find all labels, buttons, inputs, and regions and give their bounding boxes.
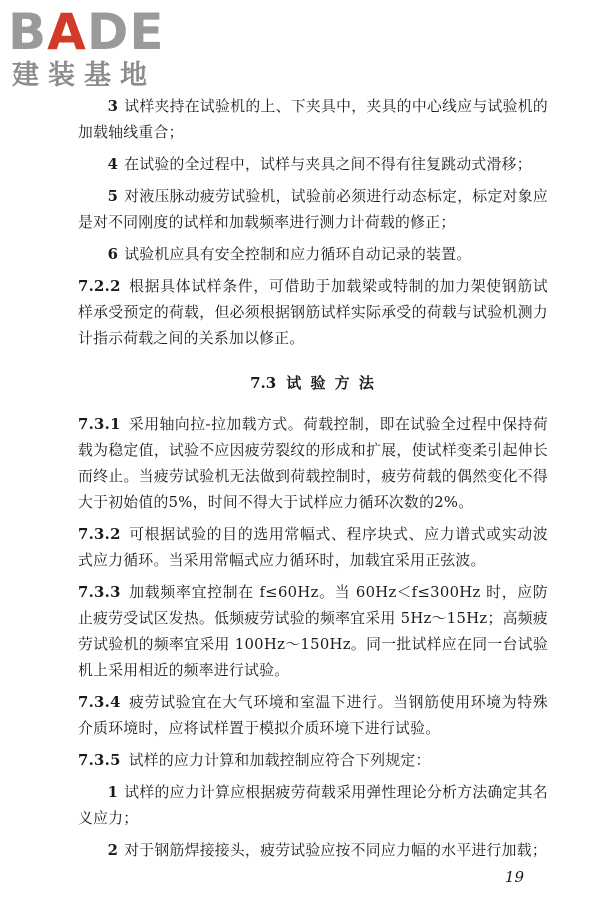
list-item: 6 试验机应具有安全控制和应力循环自动记录的装置。 (107, 246, 472, 263)
list-item: 4 在试验的全过程中，试样与夹具之间不得有往复跳动式滑移； (107, 156, 532, 173)
logo (8, 4, 178, 94)
list-item: 2 对于钢筋焊接接头，疲劳试验应按不同应力幅的水平进行加载； (107, 842, 547, 859)
logo-wordmark: BADE (8, 3, 165, 61)
logo-subtitle: 建装基地 (12, 60, 156, 91)
document-body (78, 94, 548, 870)
list-item: 5 对液压脉动疲劳试验机，试验前必须进行动态标定，标定对象应是对不同刚度的试样和加载频率进行测力计荷载的修正； (78, 188, 548, 231)
clause-7-3-5: 7.3.5 试样的应力计算和加载控制应符合下列规定： (78, 752, 431, 769)
section-title: 7.3 试 验 方 法 (250, 374, 376, 392)
list-item: 1 试样的应力计算应根据疲劳荷载采用弹性理论分析方法确定其名义应力； (78, 784, 548, 827)
list-item: 3 试样夹持在试验机的上、下夹具中，夹具的中心线应与试验机的加载轴线重合； (78, 98, 548, 141)
clause-7-3-4: 7.3.4 疲劳试验宜在大气环境和室温下进行。当钢筋使用环境为特殊介质环境时，应将试样置于模拟介质环境下进行试验。 (78, 694, 548, 737)
clause-7-3-3: 7.3.3 加载频率宜控制在 f≤60Hz。当 60Hz＜f≤300Hz 时，应防止疲劳受试区发热。低频疲劳试验的频率宜采用 5Hz～15Hz；高频疲劳试验机的频率宜采用 100Hz～150Hz。同一批试样应在同一台试验机上采用相近的频率进行试验。 (78, 584, 548, 679)
clause-7-2-2: 7.2.2 根据具体试样条件，可借助于加载梁或特制的加力架使钢筋试样承受预定的荷载，但必须根据钢筋试样实际承受的荷载与试验机测力计指示荷载之间的关系加以修正。 (78, 278, 548, 347)
clause-7-3-1: 7.3.1 采用轴向拉-拉加载方式。荷载控制，即在试验全过程中保持荷载为稳定值，试验不应因疲劳裂纹的形成和扩展，使试样变柔引起伸长而终止。当疲劳试验机无法做到荷载控制时，疲劳荷载的偶然变化不得大于初始值的5%，时间不得大于试样应力循环次数的2%。 (78, 416, 548, 511)
page-number: 19 (504, 868, 524, 886)
clause-7-3-2: 7.3.2 可根据试验的目的选用常幅式、程序块式、应力谱式或实动波式应力循环。当采用常幅式应力循环时，加载宜采用正弦波。 (78, 526, 548, 569)
